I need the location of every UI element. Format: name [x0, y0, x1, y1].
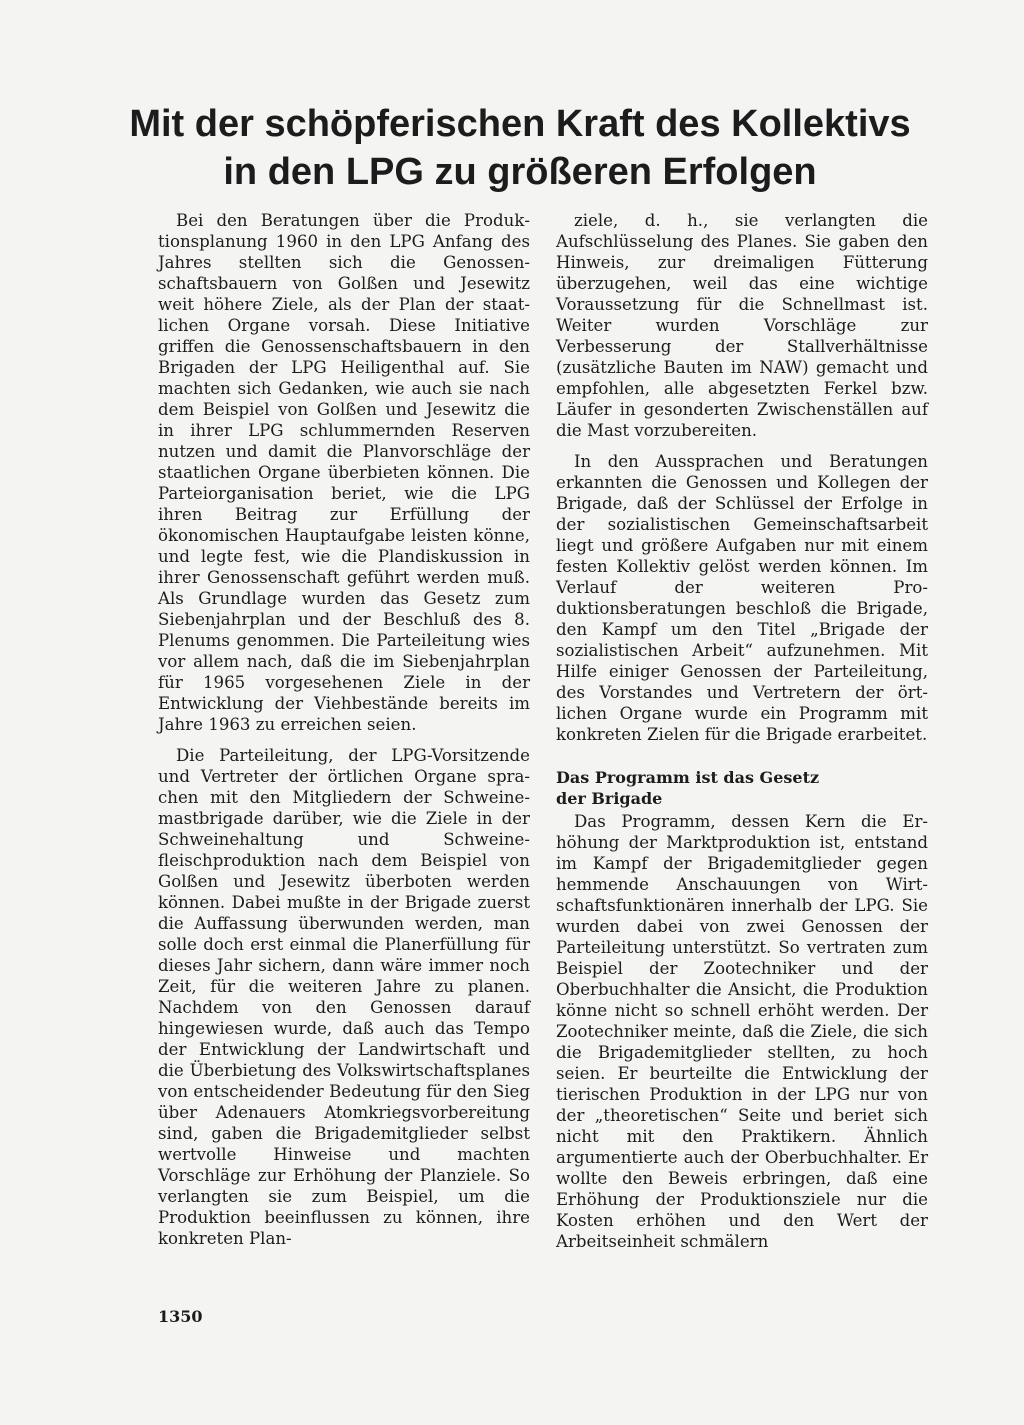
paragraph: ziele, d. h., sie verlangten die Aufschlüsselung des Planes. Sie gaben den Hinweis, zur dreimaligen Fütterung überzugehen, weil das eine wichtige Voraussetzung für die Schnellmast ist. Weiter wurden Vorschläge zur Verbesserung der Stallverhältnisse (zusätzliche Bauten im NAW) gemacht und empfohlen, alle abgesetzten Ferkel bzw. Läufer in gesonderten Zwischenställen auf die Mast vorzubereiten.: [556, 211, 928, 440]
paragraph: Die Parteileitung, der LPG-Vorsitzende und Vertreter der örtlichen Organe sprachen mit den Mitgliedern der Schweinemastbrigade darüber, wie die Ziele in der Schweinehaltung und Schweinefleischproduktion nach dem Beispiel von Golßen und Jesewitz überboten werden können. Dabei mußte in der Brigade zuerst die Auffassung überwunden werden, man solle doch erst einmal die Planerfüllung für dieses Jahr sichern, dann wäre immer noch Zeit, für die weiteren Jahre zu planen. Nachdem von den Genossen darauf hingewiesen wurde, daß auch das Tempo der Entwicklung der Landwirtschaft und die Überbietung des Volkswirtschaftsplanes von entscheidender Bedeutung für den Sieg über Adenauers Atomkriegsvorbereitung sind, gaben die Brigademitglieder selbst wertvolle Hinweise und machten Vorschläge zur Erhöhung der Planziele. So verlangten sie zum Beispiel, um die Produktion beeinflussen zu können, ihre konkreten Plan-: [158, 746, 530, 1248]
paragraph: In den Aussprachen und Beratungen erkannten die Genossen und Kollegen der Brigade, daß der Schlüssel der Erfolge in der sozialistischen Gemeinschaftsarbeit liegt und größere Aufgaben nur mit einem festen Kollektiv gelöst werden können. Im Verlauf der weiteren Produktionsberatungen beschloß die Brigade, den Kampf um den Titel „Brigade der sozialistischen Arbeit“ aufzunehmen. Mit Hilfe einiger Genossen der Parteileitung, des Vorstandes und Vertretern der örtlichen Organe wurde ein Programm mit konkreten Zielen für die Brigade erarbeitet.: [556, 452, 928, 744]
section-heading-line-2: der Brigade: [556, 789, 663, 808]
paragraph: Das Programm, dessen Kern die Erhöhung der Marktproduktion ist, entstand im Kampf der Brigademitglieder gegen hemmende Anschauungen von Wirtschaftsfunktionären innerhalb der LPG. Sie wurden dabei von zwei Genossen der Parteileitung unterstützt. So vertraten zum Beispiel der Zootechniker und der Oberbuchhalter die Ansicht, die Produktion könne nicht so schnell erhöht werden. Der Zootechniker meinte, daß die Ziele, die sich die Brigademitglieder stellten, zu hoch seien. Er beurteilte die Entwicklung der tierischen Produktion in der LPG nur von der „theoretischen“ Seite und beriet sich nicht mit den Praktikern. Ähnlich argumentierte auch der Oberbuchhalter. Er wollte den Beweis erbringen, daß eine Erhöhung der Produktionsziele nur die Kosten erhöhen und den Wert der Arbeitseinheit schmälern: [556, 812, 928, 1251]
section-heading: [556, 767, 928, 809]
paragraph: Bei den Beratungen über die Produktionsplanung 1960 in den LPG Anfang des Jahres stellten sich die Genossenschaftsbauern von Golßen und Jesewitz weit höhere Ziele, als der Plan der staatlichen Organe vorsah. Diese Initiative griffen die Genossenschaftsbauern in den Brigaden der LPG Heiligenthal auf. Sie machten sich Gedanken, wie auch sie nach dem Beispiel von Golßen und Jesewitz die in ihrer LPG schlummernden Reserven nutzen und damit die Planvorschläge der staatlichen Organe überbieten können. Die Parteiorganisation beriet, wie die LPG ihren Beitrag zur Erfüllung der ökonomischen Hauptaufgabe leisten könne, und legte fest, wie die Plandiskussion in ihrer Genossenschaft geführt werden muß. Als Grundlage wurden das Gesetz zum Siebenjahrplan und der Beschluß des 8. Plenums genommen. Die Parteileitung wies vor allem nach, daß die im Siebenjahrplan für 1965 vorgesehenen Ziele in der Entwicklung der Viehbestände bereits im Jahre 1963 zu erreichen seien.: [158, 211, 530, 734]
right-column: [556, 210, 928, 1262]
section-heading-line-1: Das Programm ist das Gesetz: [556, 768, 820, 787]
title-line-1: Mit der schöpferischen Kraft des Kollektivs: [129, 103, 911, 145]
left-column: [158, 210, 530, 1259]
page-number: 1350: [158, 1307, 203, 1326]
title-line-2: in den LPG zu größeren Erfolgen: [223, 151, 817, 193]
page-title: [120, 100, 920, 196]
